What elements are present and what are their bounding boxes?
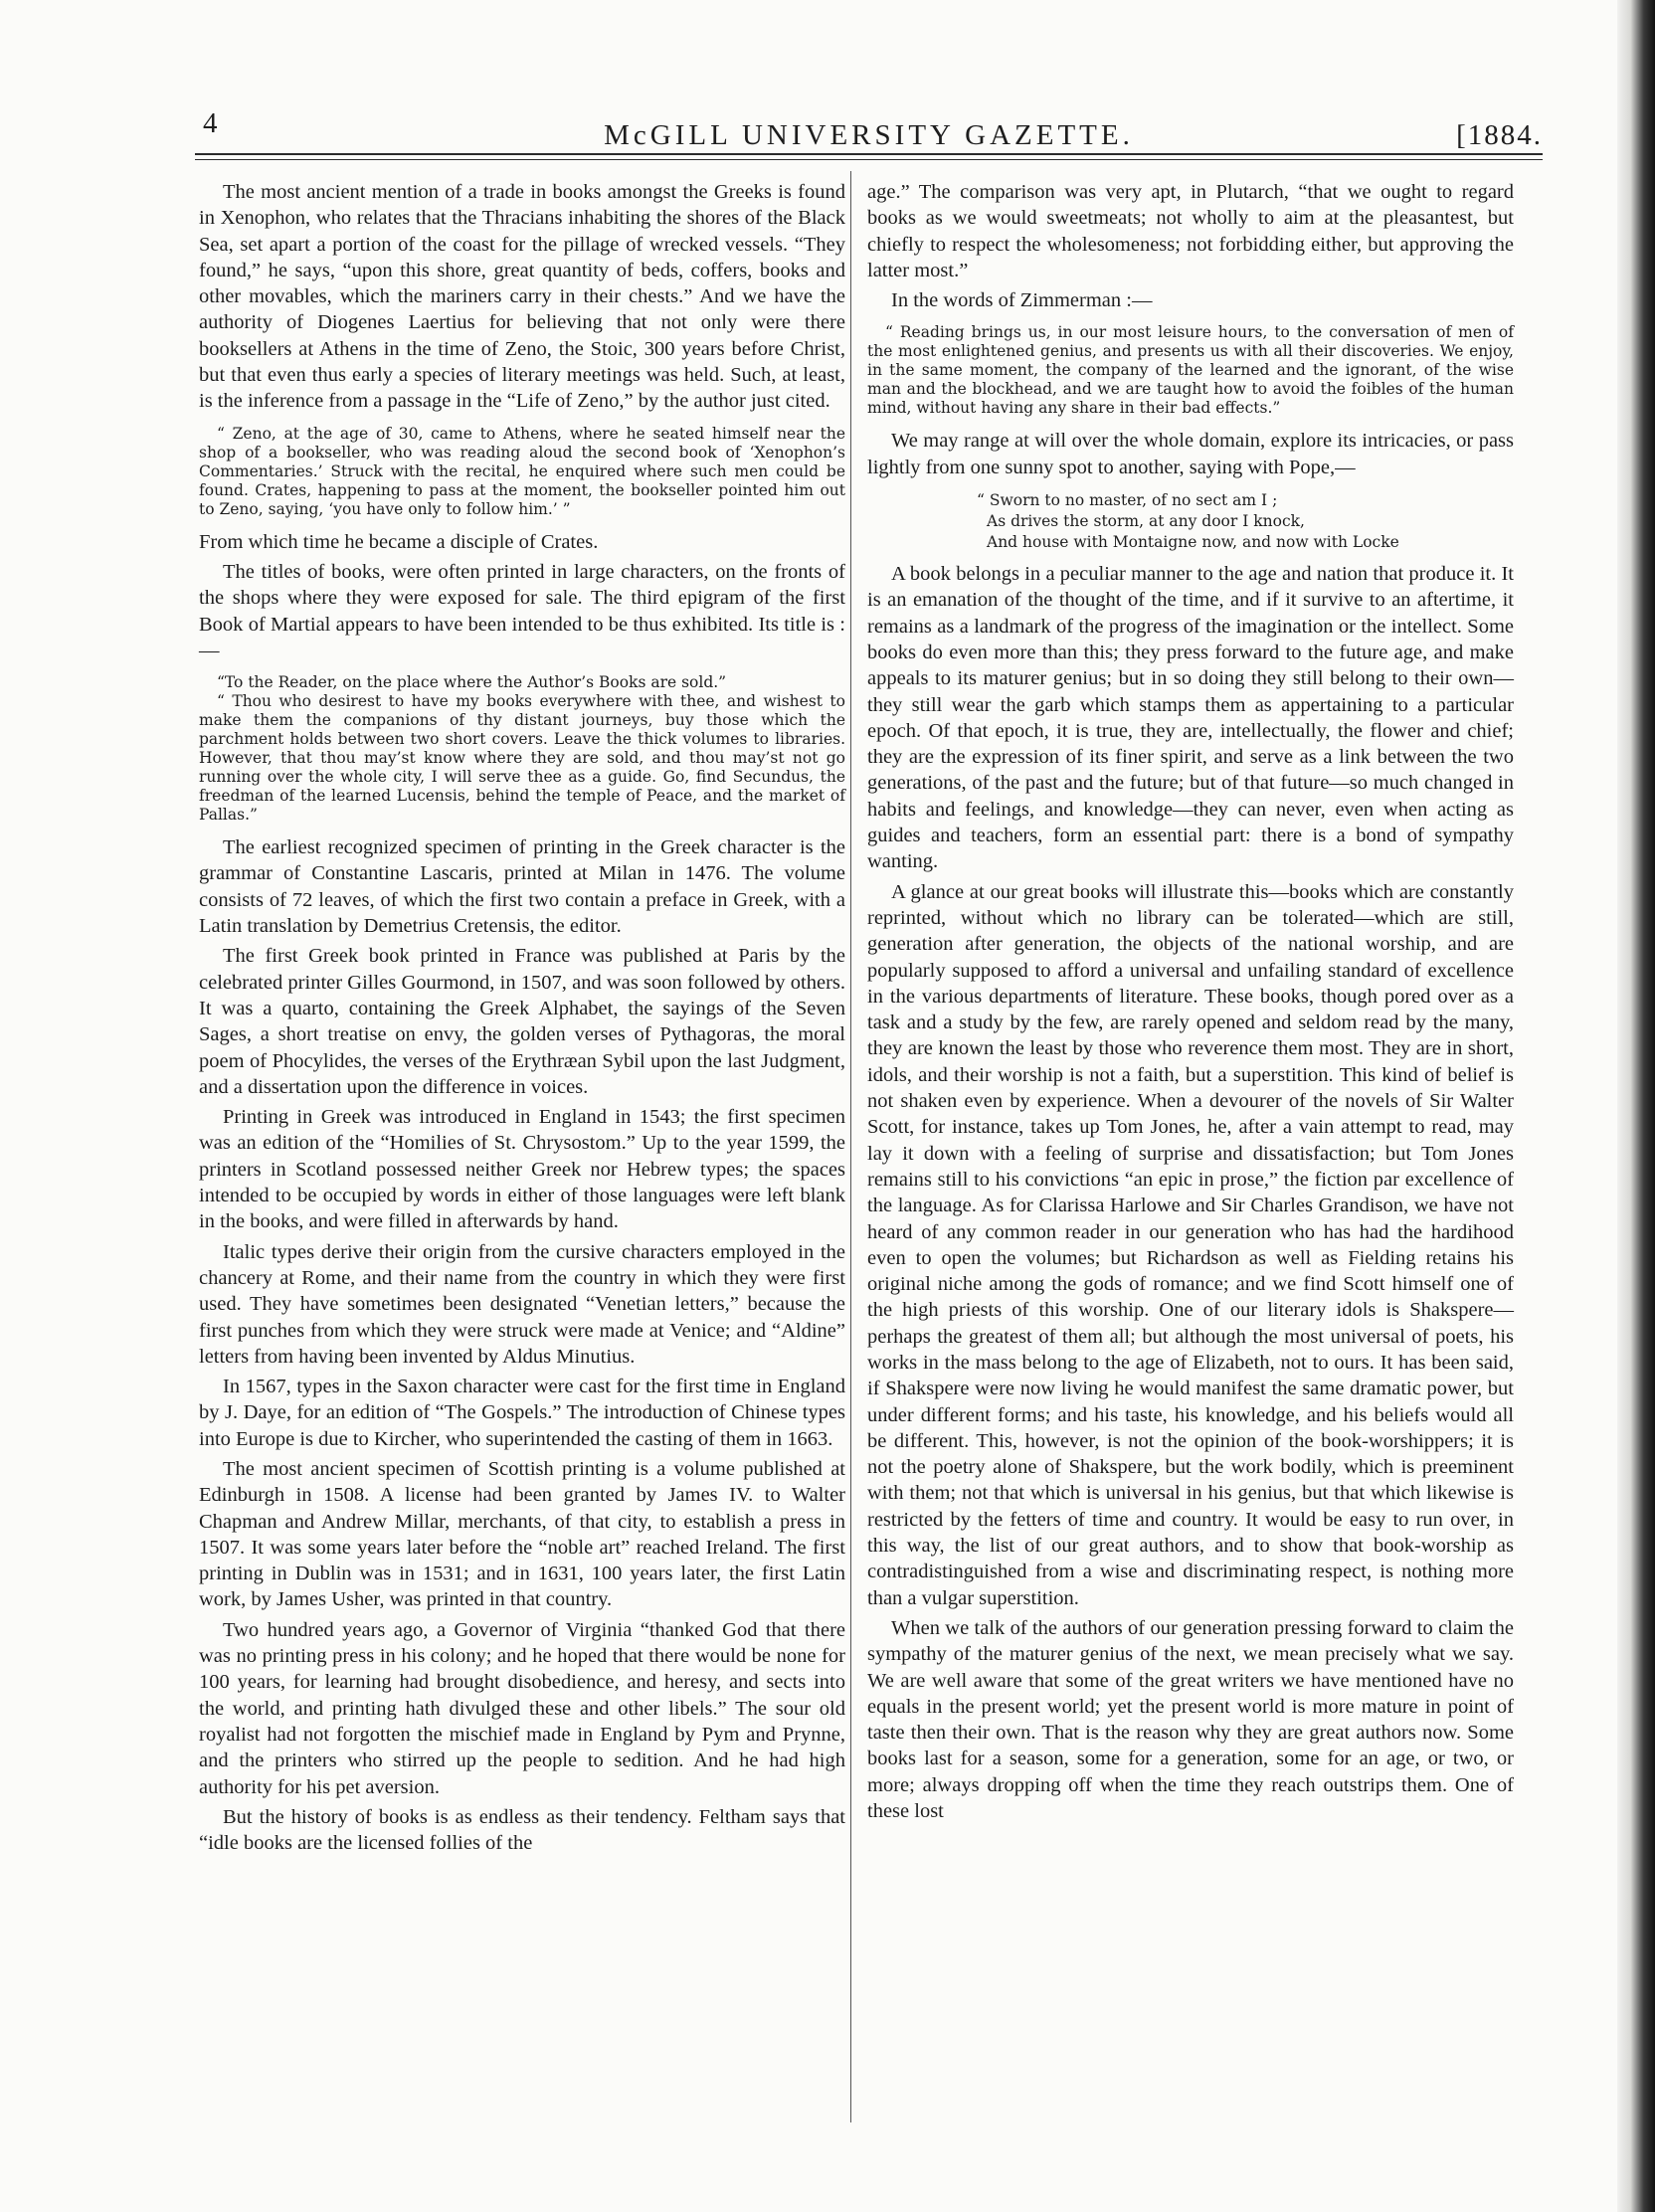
- page-header: [195, 99, 1543, 149]
- paragraph: We may range at will over the whole domain, explore its intricacies, or pass lightly from one sunny spot to another, saying with Pope,—: [867, 430, 1514, 478]
- paragraph: In the words of Zimmerman :—: [891, 289, 1153, 312]
- paragraph: When we talk of the authors of our generation pressing forward to claim the sympathy of the maturer genius of the next, we mean precisely what we say. We are well aware that some of the great writers we have mentioned have no equals in the present world; yet the present world is more mature in point of taste then their own. That is the reason why they are great authors now. Some books last for a season, some for a generation, some for an age, or two, or more; always dropping off when the time they reach outstrips them. One of these lost: [867, 1616, 1514, 1823]
- verse-line: And house with Montaigne now, and now with Locke: [987, 533, 1399, 552]
- quote-title: “To the Reader, on the place where the Author’s Books are sold.”: [217, 673, 727, 692]
- quote-text: “ Reading brings us, in our most leisure hours, to the conversation of men of the most enlightened genius, and presents us with all their discoveries. We enjoy, in the same moment, the company of the learned and the ignorant, of the wise man and the blockhead, and we are taught how to avoid the foibles of the human mind, without having any share in their bad effects.”: [867, 323, 1514, 418]
- paragraph: But the history of books is as endless as their tendency. Feltham says that “idle books are the licensed follies of the: [199, 1805, 845, 1855]
- pope-verse: [977, 490, 1514, 553]
- header-rule: [195, 153, 1543, 155]
- paragraph: A glance at our great books will illustrate this—books which are constantly reprinted, without which no library can be tolerated—which are still, generation after generation, the objects of the national worship, and are popularly supposed to afford a universal and unfailing standard of excellence in the various departments of literature. These books, though pored over as a task and a study by the few, are rarely opened and seldom read by the many, they are known the least by those who reverence them most. They are in short, idols, and their worship is not a faith, but a superstition. This kind of belief is not shaken even by experience. When a devourer of the novels of Sir Walter Scott, for instance, takes up Tom Jones, he, after a vain attempt to read, may lay it down with a feeling of surprise and dissatisfaction; but Tom Jones remains still to his convictions “an epic in prose,” the fiction par excellence of the language. As for Clarissa Harlowe and Sir Charles Grandison, we have not heard of any common reader in our generation who has had the hardihood even to open the volumes; but Richardson as well as Fielding retains his original niche among the gods of romance; and we find Scott himself one of the high priests of this worship. One of our literary idols is Shakspere—perhaps the greatest of them all; but although the most universal of poets, his works in the mass belong to the age of Elizabeth, not to ours. It has been said, if Shakspere were now living he would manifest the same dramatic power, but under different forms; and his taste, his knowledge, and his beliefs would all be different. This, however, is not the opinion of the book-worshippers; it is not the poetry alone of Shakspere, but the work bodily, which is preeminent with them; not that which is universal in his genius, but that which likewise is restricted by the fetters of time and country. It would be easy to run over, in this way, the list of our great authors, and to show that book-worship as contradistinguished from a wise and discriminating respect, is nothing more than a vulgar superstition.: [867, 880, 1514, 1609]
- paragraph: The most ancient specimen of Scottish printing is a volume published at Edinburgh in 1508. A license had been granted by James IV. to Walter Chapman and Andrew Millar, merchants, of that city, to establish a press in 1507. It was some years later before the “noble art” reached Ireland. The first printing in Dublin was in 1531; and in 1631, 100 years later, the first Latin work, by James Usher, was printed in that country.: [199, 1457, 845, 1611]
- paragraph: Printing in Greek was introduced in England in 1543; the first specimen was an edition of the “Homilies of St. Chrysostom.” Up to the year 1599, the printers in Scotland possessed neither Greek nor Hebrew types; the spaces intended to be occupied by words in either of those languages were left blank in the books, and were filled in afterwards by hand.: [199, 1106, 845, 1233]
- paragraph: The first Greek book printed in France was published at Paris by the celebrated printer Gilles Gourmond, in 1507, and was soon followed by others. It was a quarto, containing the Greek Alphabet, the sayings of the Seven Sages, a short treatise on envy, the golden verses of Pythagoras, the moral poem of Phocylides, the verses of the Erythræan Sybil upon the last Judgment, and a dissertation upon the difference in voices.: [199, 945, 845, 1098]
- right-column: [867, 179, 1514, 1828]
- page-number: 4: [203, 107, 220, 139]
- paragraph: The most ancient mention of a trade in books amongst the Greeks is found in Xenophon, who relates that the Thracians inhabiting the shores of the Black Sea, set apart a portion of the coast for the pillage of wrecked vessels. “They found,” he says, “upon this shore, great quantity of beds, coffers, books and other movables, which the mariners carry in their chests.” And we have the authority of Diogenes Laertius for believing that not only were there booksellers at Athens in the time of Zeno, the Stoic, 300 years before Christ, but that even thus early a species of literary meetings was held. Such, at least, is the inference from a passage in the “Life of Zeno,” by the author just cited.: [199, 181, 845, 413]
- paragraph: From which time he became a disciple of Crates.: [199, 530, 599, 553]
- zimmerman-quote: [867, 323, 1514, 418]
- issue-year: [1884.: [1456, 119, 1543, 151]
- paragraph: Two hundred years ago, a Governor of Virginia “thanked God that there was no printing press in his colony; and he hoped that there would be none for 100 years, for learning had brought disobedience, and heresy, and sects into the world, and printing hath divulged these and other libels.” The sour old royalist had not forgotten the mischief made in England by Pym and Prynne, and the printers who stirred up the people to sedition. And he had high authority for his pet aversion.: [199, 1618, 845, 1798]
- paragraph: In 1567, types in the Saxon character were cast for the first time in England by J. Daye, for an edition of “The Gospels.” The introduction of Chinese types into Europe is due to Kircher, who superintended the casting of them in 1663.: [199, 1376, 845, 1450]
- verse-line: As drives the storm, at any door I knock,: [987, 512, 1305, 531]
- left-column: [199, 179, 845, 1860]
- paragraph: The earliest recognized specimen of printing in the Greek character is the grammar of Constantine Lascaris, printed at Milan in 1476. The volume consists of 72 leaves, of which the first two contain a preface in Greek, with a Latin translation by Demetrius Cretensis, the editor.: [199, 836, 845, 938]
- paragraph: Italic types derive their origin from the cursive characters employed in the chancery at Rome, and their name from the country in which they were first used. They have sometimes been designated “Venetian letters,” because the first punches from which they were struck were made at Venice; and “Aldine” letters from having been invented by Aldus Minutius.: [199, 1240, 845, 1368]
- quote-text: “ Thou who desirest to have my books everywhere with thee, and wishest to make them the companions of thy distant journeys, buy those which the parchment holds between two short covers. Leave the thick volumes to libraries. However, that thou may’st know where they are sold, and thou may’st not go running over the whole city, I will serve thee as a guide. Go, find Secundus, the freedman of the learned Lucensis, behind the temple of Peace, and the market of Pallas.”: [199, 692, 845, 825]
- martial-quote: [199, 673, 845, 825]
- running-title: McGILL UNIVERSITY GAZETTE.: [604, 119, 1134, 151]
- header-rule-thin: [195, 159, 1543, 160]
- quote-text: “ Zeno, at the age of 30, came to Athens, where he seated himself near the shop of a bookseller, who was reading aloud the second book of ‘Xenophon’s Commentaries.’ Struck with the recital, he enquired where such men could be found. Crates, happening to pass at the moment, the bookseller pointed him out to Zeno, saying, ‘you have only to follow him.’ ”: [199, 424, 845, 518]
- zeno-quote: [199, 425, 845, 519]
- paragraph: A book belongs in a peculiar manner to the age and nation that produce it. It is an emanation of the thought of the time, and if it survive to an aftertime, it remains as a landmark of the progress of the imagination or the intellect. Some books do even more than this; they press forward to the future age, and make appeals to its maturer genius; but in so doing they still belong to their own—they still wear the garb which stamps them as appertaining to a particular epoch. Of that epoch, it is true, they are, intellectually, the flower and chief; they are the expression of its finer spirit, and serve as a link between the two generations, of the past and the future; but of that future—so much changed in habits and feelings, and knowledge—they can never, even when acting as guides and teachers, form an essential part: there is a bond of sympathy wanting.: [867, 563, 1514, 873]
- column-divider: [850, 171, 851, 2122]
- paragraph: The titles of books, were often printed in large characters, on the fronts of the shops where they were exposed for sale. The third epigram of the first Book of Martial appears to have been intended to be thus exhibited. Its title is :—: [199, 560, 845, 661]
- gazette-page: [195, 99, 1543, 2198]
- verse-line: “ Sworn to no master, of no sect am I ;: [977, 491, 1278, 510]
- page-edge-shadow: [1617, 0, 1655, 2212]
- paragraph: age.” The comparison was very apt, in Plutarch, “that we ought to regard books as we would sweetmeats; not wholly to aim at the pleasantest, but chiefly to respect the wholesomeness; not forbidding either, but approving the latter most.”: [867, 181, 1514, 281]
